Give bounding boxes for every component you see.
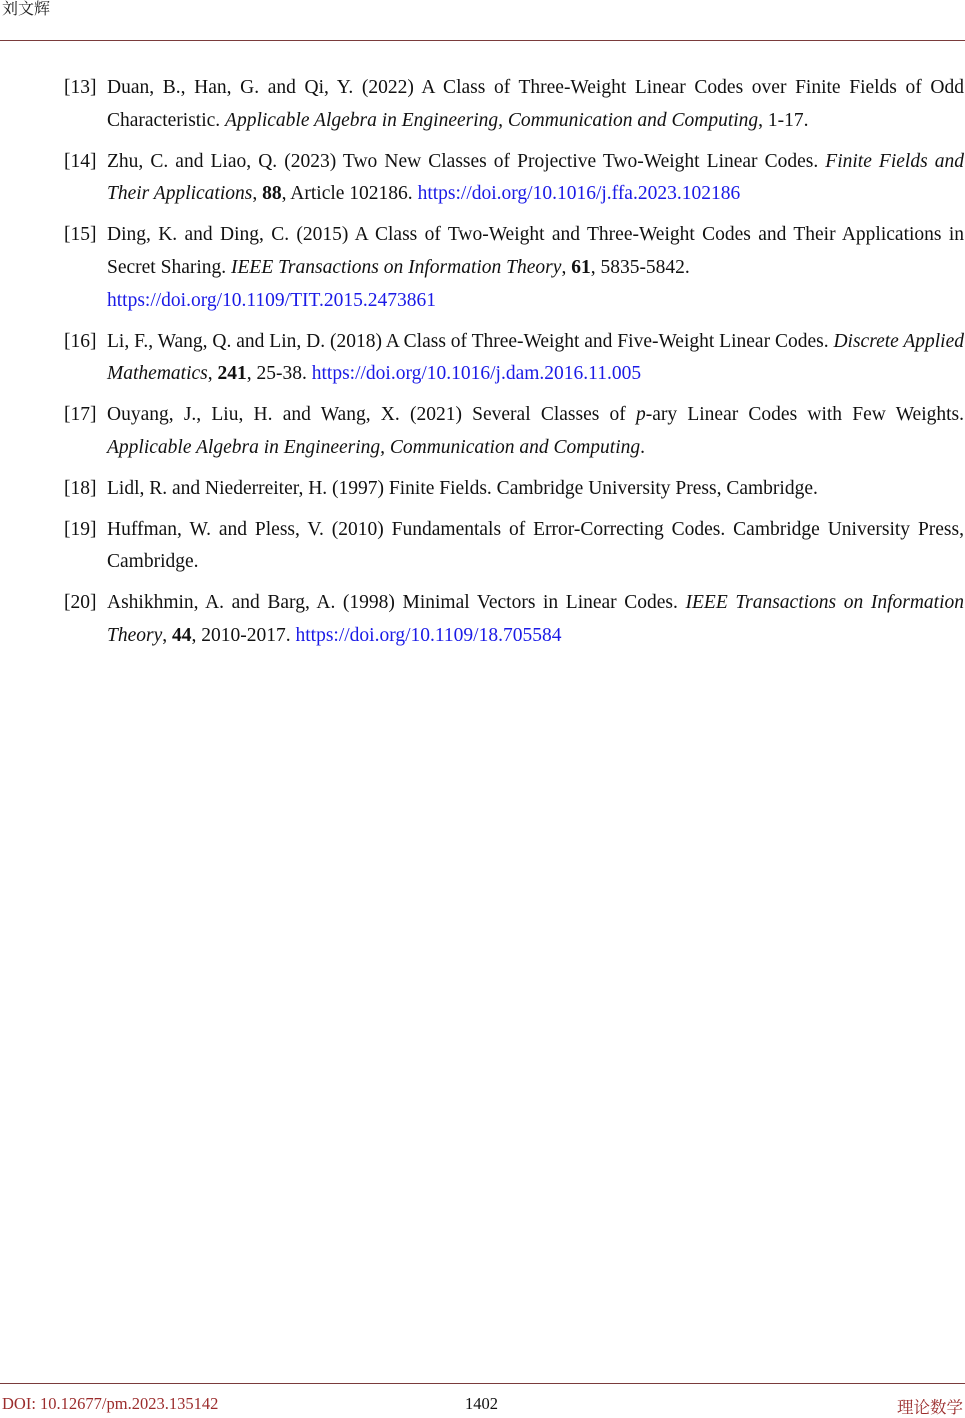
reference-pages: , 5835-5842. [590, 256, 690, 278]
reference-pages: , 2010-2017. [191, 624, 296, 646]
reference-authors-title: Ding, K. and Ding, C. (2015) A Class of Two-Weight and Three-Weight Codes and Their Applications in Secret Sharing. [107, 224, 964, 278]
reference-number: [15] [64, 224, 97, 246]
reference-authors-title: Ouyang, J., Liu, H. and Wang, X. (2021) Several Classes of p-ary Linear Codes with Few Weights. [107, 404, 964, 426]
reference-separator: . [640, 436, 646, 458]
reference-separator: , [162, 624, 172, 646]
page-header [0, 0, 965, 41]
reference-list [64, 72, 964, 661]
reference-number: [13] [64, 77, 97, 98]
reference-journal: Discrete Applied Mathematics [107, 330, 964, 385]
reference-doi-link[interactable]: https://doi.org/10.1016/j.dam.2016.11.005 [311, 363, 642, 385]
page-footer [0, 1383, 965, 1415]
footer-doi: DOI: 10.12677/pm.2023.135142 [2, 1394, 219, 1413]
reference-item [64, 146, 964, 212]
reference-pages: , Article 102186. [281, 183, 418, 205]
reference-number: [17] [64, 404, 97, 426]
footer-journal-name: 理论数学 [897, 1398, 963, 1417]
reference-volume: 61 [571, 256, 591, 278]
reference-item [64, 72, 964, 138]
reference-item [64, 514, 964, 580]
reference-journal: IEEE Transactions on Information Theory [107, 592, 965, 646]
reference-journal: Finite Fields and Their Applications [107, 150, 964, 205]
reference-item [64, 326, 964, 392]
reference-separator: , [561, 256, 572, 278]
reference-journal: Applicable Algebra in Engineering, Communication and Computing [107, 436, 641, 458]
reference-number: [19] [64, 518, 97, 540]
reference-authors-title: Ashikhmin, A. and Barg, A. (1998) Minimal Vectors in Linear Codes. [107, 592, 686, 614]
reference-journal: IEEE Transactions on Information Theory [231, 256, 562, 278]
reference-pages: , 25-38. [246, 363, 312, 385]
reference-volume: 88 [262, 183, 282, 205]
reference-authors-title: Duan, B., Han, G. and Qi, Y. (2022) A Class of Three-Weight Linear Codes over Finite Fields of Odd Characteristic. [107, 77, 964, 131]
reference-journal: Applicable Algebra in Engineering, Communication and Computing [225, 109, 759, 131]
reference-number: [20] [64, 592, 97, 614]
reference-authors-title: Huffman, W. and Pless, V. (2010) Fundamentals of Error-Correcting Codes. Cambridge University Press, Cambridge. [107, 518, 964, 573]
reference-separator: , 1-17. [758, 109, 809, 131]
reference-item [64, 219, 964, 317]
reference-item [64, 399, 964, 465]
reference-authors-title: Zhu, C. and Liao, Q. (2023) Two New Classes of Projective Two-Weight Linear Codes. [107, 150, 826, 172]
page-number: 1402 [465, 1394, 498, 1413]
reference-authors-title: Lidl, R. and Niederreiter, H. (1997) Finite Fields. Cambridge University Press, Cambridge. [107, 477, 818, 499]
reference-volume: 241 [217, 363, 247, 385]
reference-number: [16] [64, 330, 97, 352]
reference-item [64, 587, 964, 653]
reference-volume: 44 [172, 624, 192, 646]
reference-separator: , [252, 183, 263, 205]
reference-authors-title: Li, F., Wang, Q. and Lin, D. (2018) A Class of Three-Weight and Five-Weight Linear Codes. [107, 330, 834, 352]
reference-number: [18] [64, 477, 97, 499]
reference-number: [14] [64, 150, 97, 172]
reference-item [64, 473, 964, 506]
reference-doi-link[interactable]: https://doi.org/10.1016/j.ffa.2023.102186 [417, 183, 741, 205]
reference-doi-link[interactable]: https://doi.org/10.1109/18.705584 [295, 624, 562, 646]
reference-separator: , [207, 363, 218, 385]
header-author: 刘文辉 [2, 1, 51, 18]
reference-doi-link[interactable]: https://doi.org/10.1109/TIT.2015.2473861 [107, 289, 436, 311]
